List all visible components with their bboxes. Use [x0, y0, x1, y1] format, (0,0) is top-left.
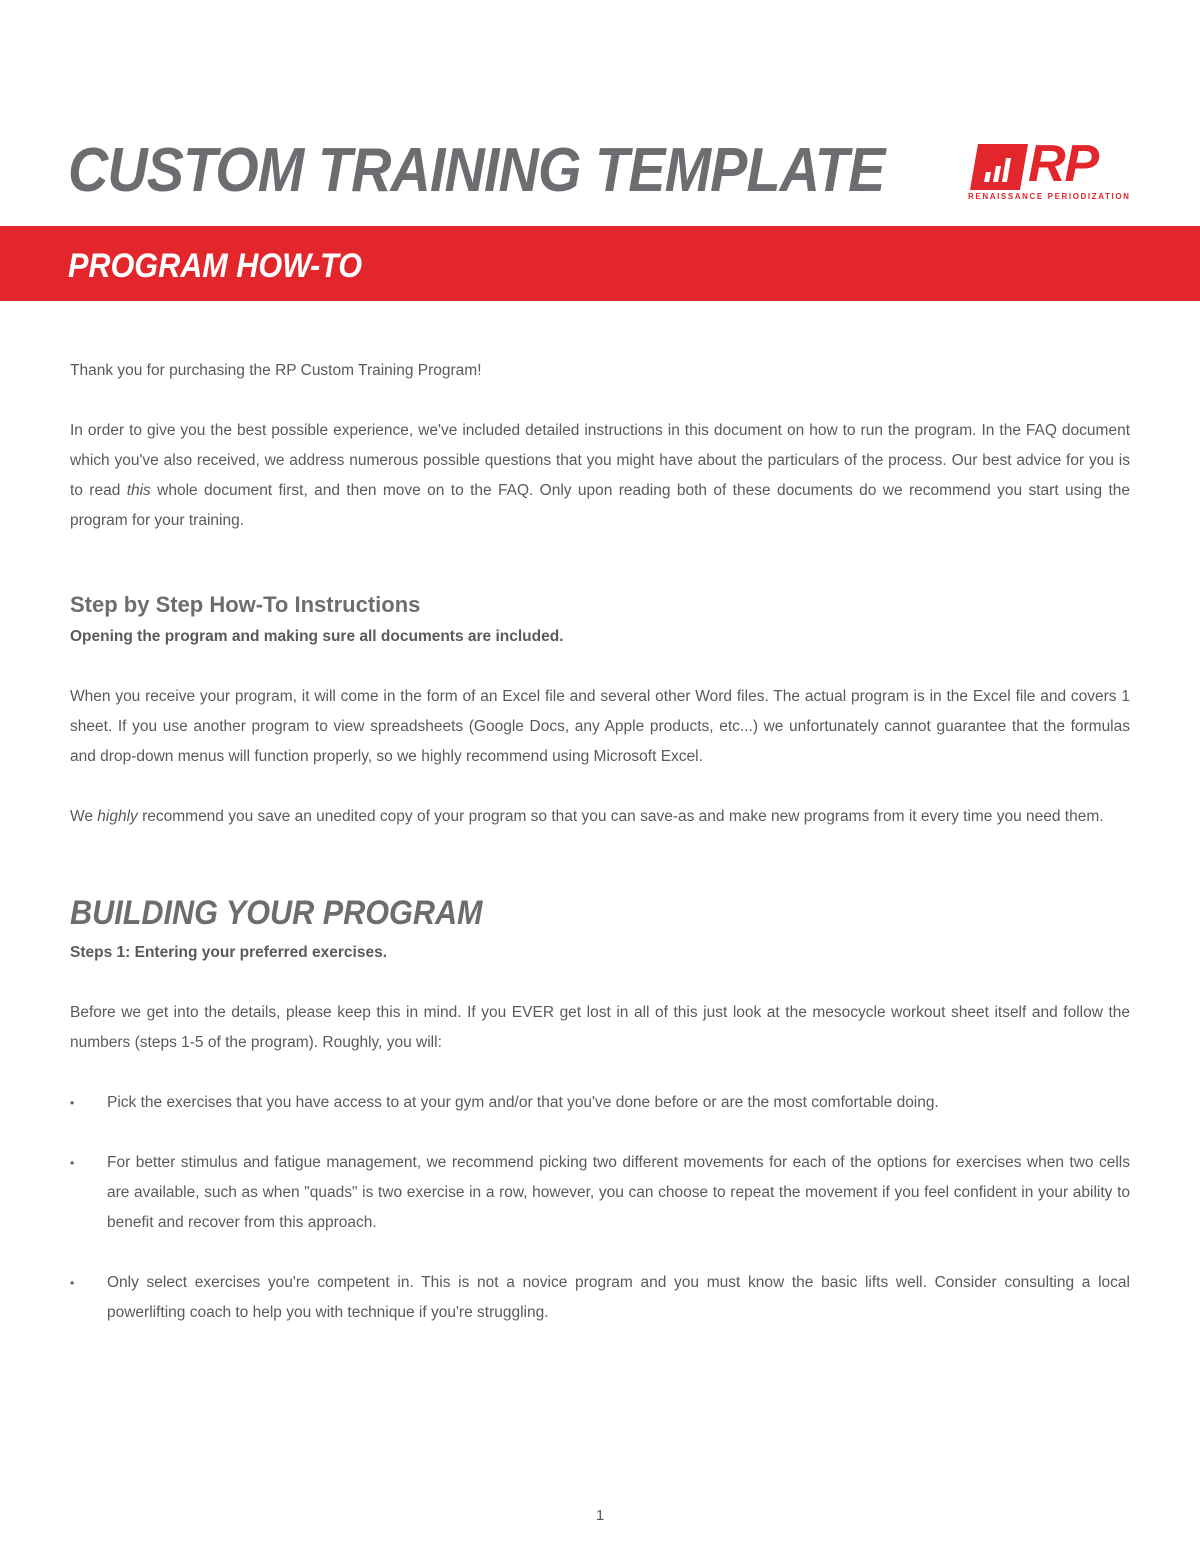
page-title: CUSTOM TRAINING TEMPLATE [68, 136, 885, 205]
step-section-subheading: Opening the program and making sure all documents are included. [70, 628, 564, 645]
list-item [70, 1268, 1130, 1328]
logo-wordmark: RP [1028, 135, 1099, 193]
page-number: 1 [595, 1507, 605, 1524]
rp-logo [968, 135, 1132, 204]
list-item-text: Pick the exercises that you have access to at your gym and/or that you've done before or are the most comfortable doing. [107, 1094, 939, 1111]
banner-title: PROGRAM HOW-TO [68, 247, 363, 285]
intro-text-part1: In order to give you the best possible experience, we've included detailed instructions in this document on how to run the program. In the FAQ document which you've also received, we address numerous possible questions that you might have about the particulars of the process. Our best advice for you is to read [70, 422, 1130, 499]
logo-tagline: RENAISSANCE PERIODIZATION [968, 192, 1131, 201]
save-copy-emphasis: highly [97, 808, 138, 825]
intro-paragraph [70, 416, 1130, 536]
bullet-icon: • [70, 1096, 75, 1110]
receive-program-paragraph: When you receive your program, it will come in the form of an Excel file and several other Word files. The actual program is in the Excel file and covers 1 sheet. If you use another program to view spreadsheets (Google Docs, any Apple products, etc...) we unfortunately cannot guarantee that the formulas and drop-down menus will function properly, so we highly recommend using Microsoft Excel. [70, 688, 1130, 765]
bar-chart-icon [968, 144, 1028, 192]
list-item [70, 1148, 1130, 1238]
save-copy-part1: We [70, 808, 98, 825]
thank-you-text: Thank you for purchasing the RP Custom Training Program! [70, 362, 482, 379]
building-section-heading: BUILDING YOUR PROGRAM [70, 894, 483, 932]
building-intro-paragraph: Before we get into the details, please keep this in mind. If you EVER get lost in all of this just look at the mesocycle workout sheet itself and follow the numbers (steps 1-5 of the program). Roughly, you will: [70, 1004, 1130, 1051]
exercise-tips-list [70, 1088, 1130, 1328]
save-copy-paragraph [70, 802, 1130, 832]
building-section-subheading: Steps 1: Entering your preferred exercises. [70, 944, 388, 961]
intro-text-part2: whole document first, and then move on to the FAQ. Only upon reading both of these documents do we recommend you start using the program for your training. [70, 482, 1130, 529]
document-body [70, 356, 1130, 1328]
step-section-heading: Step by Step How-To Instructions [70, 592, 421, 617]
list-item-text: For better stimulus and fatigue management, we recommend picking two different movements for each of the options for exercises when two cells are available, such as when "quads" is two exercise in a row, however, you can choose to repeat the movement if you feel confident in your ability to benefit and recover from this approach. [107, 1154, 1130, 1231]
intro-emphasis: this [126, 482, 151, 499]
bullet-icon: • [70, 1276, 75, 1290]
list-item [70, 1088, 1130, 1118]
bullet-icon: • [70, 1156, 75, 1170]
save-copy-part2: recommend you save an unedited copy of your program so that you can save-as and make new programs from it every time you need them. [137, 808, 1104, 825]
list-item-text: Only select exercises you're competent in. This is not a novice program and you must know the basic lifts well. Consider consulting a local powerlifting coach to help you with technique if you're struggling. [107, 1274, 1130, 1321]
